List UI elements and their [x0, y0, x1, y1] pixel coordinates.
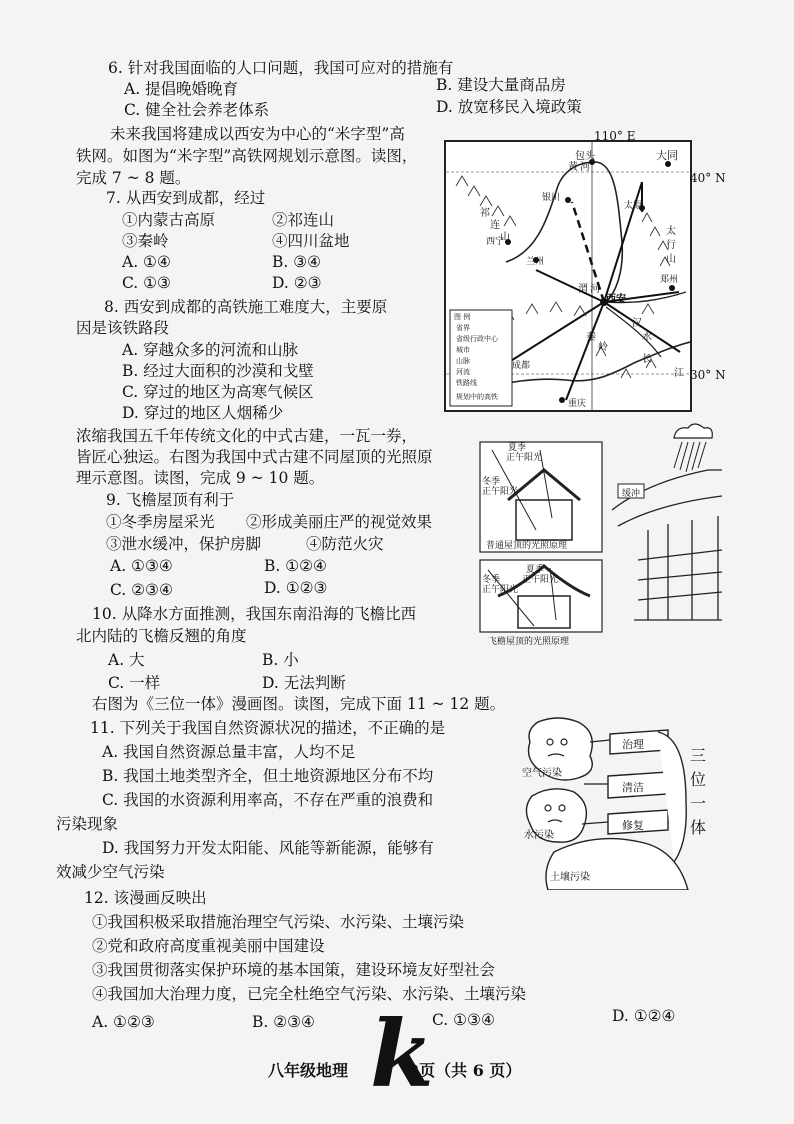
q12-option-b: B. ②③④: [252, 1013, 315, 1031]
q11-stem: 11. 下列关于我国自然资源状况的描述，不正确的是: [90, 719, 446, 737]
map-city-chengdu: 成都: [512, 361, 531, 371]
roof-top-summer: 夏季: [508, 443, 527, 453]
cartoon-soil-label: 土壤污染: [550, 872, 590, 883]
cartoon-repair-label: 修复: [622, 819, 644, 832]
cartoon-clean-label: 清洁: [622, 781, 644, 794]
q11-option-a: A. 我国自然资源总量丰富，人均不足: [102, 743, 356, 761]
cartoon-svg: [518, 712, 712, 890]
roof-bottom-winter-sun: 正午阳光: [482, 585, 519, 595]
map-legend-item: 规划中的高铁: [456, 393, 498, 401]
roof-caption-eave: 飞檐屋顶的光照原理: [488, 637, 570, 647]
roof-top-summer-sun: 正午阳光: [506, 453, 543, 463]
roof-top-winter-sun: 正午阳光: [482, 487, 519, 497]
watermark-k: k: [370, 1000, 434, 1108]
roof-bottom-summer-sun: 正午阳光: [522, 575, 559, 585]
q6-option-d: D. 放宽移民入境政策: [436, 98, 582, 116]
q6-option-a: A. 提倡晚婚晚育: [124, 80, 239, 98]
q8-option-b: B. 经过大面积的沙漠和戈壁: [122, 362, 314, 380]
q7-option-d: D. ②③: [272, 274, 322, 292]
map-city-datong: 大同: [656, 149, 678, 162]
map-mountain-qi: 祁: [480, 208, 490, 219]
q6-stem: 6. 针对我国面临的人口问题，我国可应对的措施有: [108, 59, 454, 77]
q7-stem: 7. 从西安到成都，经过: [106, 189, 266, 207]
q11-option-d-line1: D. 我国努力开发太阳能、风能等新能源，能够有: [102, 839, 434, 857]
q8-stem1: 8. 西安到成都的高铁施工难度大，主要原: [104, 298, 388, 316]
q6-option-b: B. 建设大量商品房: [436, 76, 566, 94]
roof-caption-normal: 普通屋顶的光照原理: [486, 541, 568, 551]
q10-option-c: C. 一样: [108, 674, 161, 692]
q9-opt4: ④防范火灾: [306, 535, 384, 553]
map-city-xian: 西安: [606, 294, 626, 305]
cartoon-figure: [518, 712, 712, 890]
intro1-line2: 铁网。如图为“米字型”高铁网规划示意图。读图，: [76, 147, 418, 165]
map-river-wei: 渭: [578, 284, 588, 295]
map-mountain-qin: 秦: [586, 332, 596, 343]
cartoon-title-2: 位: [690, 770, 707, 789]
map-mountain-shan1: 山: [500, 232, 510, 243]
map-city-yinchuan: 银川: [542, 193, 561, 203]
map-city-xining: 西宁: [486, 237, 505, 247]
q8-option-a: A. 穿越众多的河流和山脉: [122, 341, 299, 359]
q9-option-c: C. ②③④: [110, 581, 173, 599]
map-mountain-hang: 行: [666, 240, 676, 251]
map-mountain-lian: 连: [490, 220, 500, 231]
roof-bottom-winter: 冬季: [482, 575, 501, 585]
cartoon-govern-label: 治理: [622, 738, 644, 751]
map-legend-item: 河流: [456, 368, 470, 376]
roof-label-buffer: 缓冲: [622, 489, 641, 499]
map-longitude-label: 110° E: [594, 129, 636, 143]
map-legend-title: 图 例: [454, 313, 471, 321]
q8-option-d: D. 穿过的地区人烟稀少: [122, 404, 284, 422]
q9-opt2: ②形成美丽庄严的视觉效果: [246, 513, 433, 531]
q9-opt1: ①冬季房屋采光: [106, 513, 215, 531]
cartoon-title-1: 三: [690, 746, 707, 765]
map-legend-item: 山脉: [456, 357, 470, 365]
map-lat40-label: 40° N: [690, 171, 726, 185]
map-legend-item: 铁路线: [456, 379, 477, 387]
intro3-line1: 右图为《三位一体》漫画图。读图，完成下面 11 ~ 12 题。: [92, 695, 506, 713]
q11-option-c-line1: C. 我国的水资源利用率高，不存在严重的浪费和: [102, 791, 434, 809]
map-mountain-shan2: 山: [666, 254, 676, 265]
q10-option-d: D. 无法判断: [262, 674, 346, 692]
q12-option-c: C. ①③④: [432, 1011, 495, 1029]
map-river-he1: 河: [580, 162, 590, 173]
map-city-lanzhou: 兰州: [526, 257, 545, 267]
q12-opt3: ③我国贯彻落实保护环境的基本国策，建设环境友好型社会: [92, 961, 496, 979]
q10-stem2: 北内陆的飞檐反翘的角度: [76, 627, 247, 645]
q7-opt2: ②祁连山: [272, 211, 335, 229]
q10-option-a: A. 大: [108, 651, 145, 669]
map-city-taiyuan: 太原: [624, 201, 643, 211]
q9-option-b: B. ①②④: [264, 557, 327, 575]
q8-stem2: 因是该铁路段: [76, 319, 170, 337]
map-river-chang: 长: [642, 354, 652, 365]
q10-stem1: 10. 从降水方面推测，我国东南沿海的飞檐比西: [92, 605, 417, 623]
railway-map-svg: [446, 142, 690, 410]
q12-opt1: ①我国积极采取措施治理空气污染、水污染、土壤污染: [92, 913, 465, 931]
intro1-line1: 未来我国将建成以西安为中心的“米字型”高: [110, 125, 405, 143]
map-legend-item: 省界: [456, 324, 470, 332]
q12-opt2: ②党和政府高度重视美丽中国建设: [92, 937, 325, 955]
intro2-line3: 理示意图。读图，完成 9 ~ 10 题。: [76, 469, 325, 487]
map-legend-item: 城市: [456, 346, 470, 354]
map-city-chongqing: 重庆: [568, 399, 587, 409]
q12-opt4: ④我国加大治理力度，已完全杜绝空气污染、水污染、土壤污染: [92, 985, 527, 1003]
q7-option-c: C. ①③: [122, 274, 171, 292]
map-river-he2: 河: [590, 284, 600, 295]
cartoon-air-label: 空气污染: [522, 768, 562, 779]
q7-opt4: ④四川盆地: [272, 232, 350, 250]
map-mountain-tai: 太: [666, 226, 676, 237]
map-river-shui: 水: [642, 332, 652, 343]
railway-map: [444, 140, 692, 412]
q12-option-d: D. ①②④: [612, 1007, 676, 1025]
q11-option-d-line2: 效减少空气污染: [56, 863, 165, 881]
cartoon-water-label: 水污染: [524, 830, 554, 841]
q9-stem: 9. 飞檐屋顶有利于: [106, 491, 235, 509]
q10-option-b: B. 小: [262, 651, 299, 669]
roof-light-figure: [478, 420, 724, 650]
map-legend-item: 省级行政中心: [456, 335, 498, 343]
map-lat30-label: 30° N: [690, 368, 726, 382]
q11-option-b: B. 我国土地类型齐全，但土地资源地区分布不均: [102, 767, 434, 785]
map-mountain-ling: 岭: [598, 342, 608, 353]
q12-stem: 12. 该漫画反映出: [84, 889, 207, 907]
q11-option-c-line2: 污染现象: [56, 815, 119, 833]
cartoon-title-3: 一: [690, 794, 707, 813]
map-river-huang: 黄: [568, 162, 578, 173]
intro2-line2: 皆匠心独运。右图为我国中式古建不同屋顶的光照原: [76, 448, 433, 466]
q6-option-c: C. 健全社会养老体系: [124, 101, 270, 119]
map-city-zhengzhou: 郑州: [660, 275, 679, 285]
q7-option-a: A. ①④: [122, 253, 171, 271]
q8-option-c: C. 穿过的地区为高寒气候区: [122, 383, 314, 401]
map-river-han: 汉: [632, 318, 642, 329]
map-river-jiang: 江: [674, 368, 684, 379]
q7-opt1: ①内蒙古高原: [122, 211, 216, 229]
footer-page: 2页（共 6 页）: [408, 1061, 522, 1080]
q7-opt3: ③秦岭: [122, 232, 169, 250]
q7-option-b: B. ③④: [272, 253, 322, 271]
q9-option-a: A. ①③④: [110, 557, 173, 575]
roof-bottom-summer: 夏季: [526, 565, 545, 575]
roof-top-winter: 冬季: [482, 477, 501, 487]
q9-option-d: D. ①②③: [264, 579, 328, 597]
map-city-baotou: 包头: [575, 151, 595, 162]
intro2-line1: 浓缩我国五千年传统文化的中式古建，一瓦一券，: [76, 427, 418, 445]
intro1-line3: 完成 7 ~ 8 题。: [76, 169, 191, 187]
cartoon-title-4: 体: [690, 818, 707, 837]
q9-opt3: ③泄水缓冲，保护房脚: [106, 535, 262, 553]
footer-subject: 八年级地理: [268, 1061, 349, 1080]
q12-option-a: A. ①②③: [92, 1013, 155, 1031]
